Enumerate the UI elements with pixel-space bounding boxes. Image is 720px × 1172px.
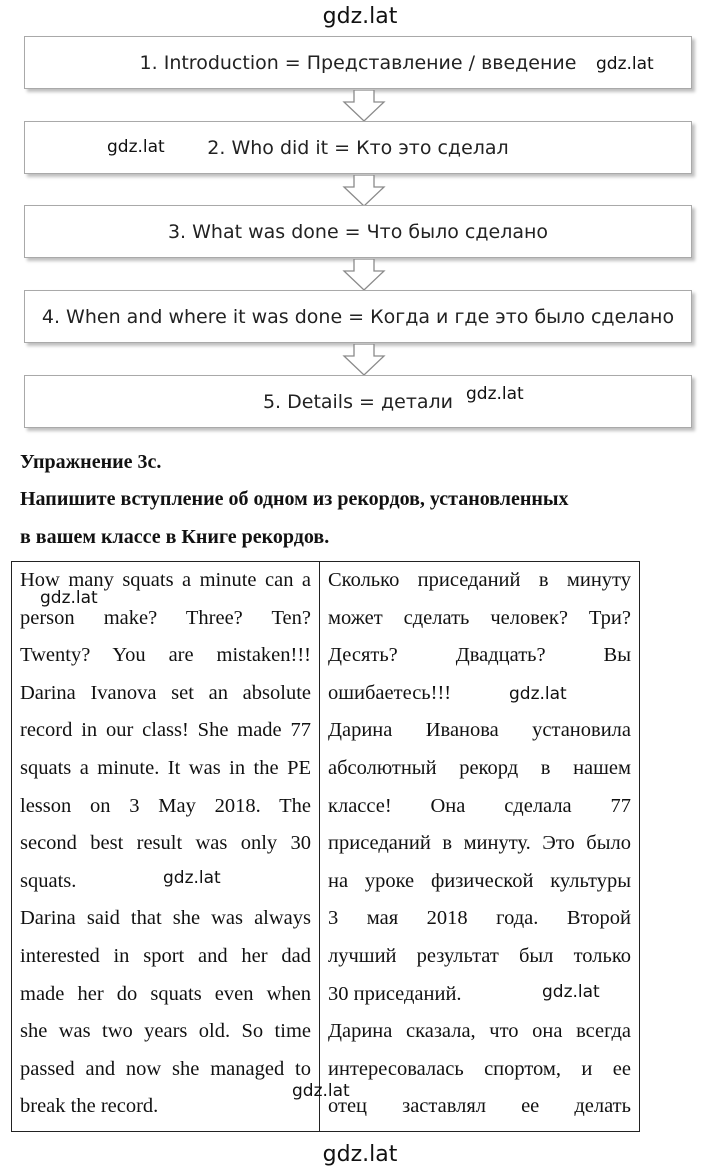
watermark: gdz.lat [596, 54, 654, 74]
russian-line: на уроке физической культуры [328, 869, 631, 892]
english-line: Twenty? You are mistaken!!! [20, 644, 311, 667]
english-line: squats a minute. It was in the PE [20, 756, 311, 779]
english-line: person make? Three? Ten? [20, 606, 311, 629]
watermark: gdz.lat [466, 384, 524, 404]
russian-line: Дарина сказала, что она всегда [328, 1020, 631, 1043]
russian-line: может сделать человек? Три? [328, 606, 631, 629]
step-label: 1. Introduction = Представление / введение [139, 51, 577, 74]
russian-line: Дарина Иванова установила [328, 719, 631, 742]
step-introduction-box [24, 36, 692, 89]
english-line: passed and now she managed to [20, 1057, 311, 1080]
english-line: How many squats a minute can a [20, 569, 311, 591]
watermark: gdz.lat [107, 137, 165, 157]
english-line: made her do squats even when [20, 982, 311, 1005]
russian-line: 30 приседаний. [328, 982, 462, 1005]
watermark-top: gdz.lat [322, 4, 398, 29]
down-arrow-icon [342, 175, 386, 207]
english-line: second best result was only 30 [20, 832, 311, 855]
english-column [12, 562, 320, 1131]
watermark-bottom: gdz.lat [322, 1142, 398, 1167]
watermark: gdz.lat [509, 684, 567, 704]
english-line: squats. [20, 869, 77, 892]
english-line: Darina Ivanova set an absolute [20, 681, 311, 704]
russian-line: абсолютный рекорд в нашем [328, 756, 631, 779]
step-what-box [24, 205, 692, 258]
english-line: Darina said that she was always [20, 907, 311, 930]
answer-table [11, 561, 640, 1132]
down-arrow-icon [342, 90, 386, 122]
english-line: interested in sport and her dad [20, 944, 311, 967]
russian-line: интересовалась спортом, и ее [328, 1057, 631, 1080]
russian-line: классе! Она сделала 77 [328, 794, 631, 817]
step-details-box [24, 375, 692, 428]
down-arrow-icon [342, 344, 386, 376]
english-line: record in our class! She made 77 [20, 719, 311, 742]
exercise-title: Упражнение 3с. [20, 451, 162, 473]
russian-column [320, 562, 639, 1131]
watermark: gdz.lat [163, 868, 221, 888]
russian-line: лучший результат был только [328, 944, 631, 967]
exercise-instruction-line: Напишите вступление об одном из рекордов, установленных [20, 488, 569, 510]
step-label: 3. What was done = Что было сделано [167, 220, 549, 243]
english-line: she was two years old. So time [20, 1020, 311, 1043]
step-label: 2. Who did it = Кто это сделал [207, 136, 509, 159]
watermark: gdz.lat [542, 982, 600, 1002]
russian-line: ошибаетесь!!! [328, 681, 452, 704]
russian-line: 3 мая 2018 года. Второй [328, 907, 631, 930]
exercise-instruction-line: в вашем классе в Книге рекордов. [20, 526, 330, 548]
down-arrow-icon [342, 259, 386, 291]
step-label: 4. When and where it was done = Когда и где это было сделано [41, 305, 675, 328]
watermark: gdz.lat [292, 1081, 350, 1101]
step-when-where-box [24, 290, 692, 343]
english-line: lesson on 3 May 2018. The [20, 794, 311, 817]
english-line: break the record. [20, 1095, 159, 1118]
russian-line: Сколько приседаний в минуту [328, 569, 631, 591]
watermark: gdz.lat [40, 588, 98, 608]
step-label: 5. Details = детали [262, 390, 454, 413]
russian-line: Десять? Двадцать? Вы [328, 644, 631, 667]
russian-line: отец заставлял ее делать [328, 1095, 631, 1118]
russian-line: приседаний в минуту. Это было [328, 832, 631, 855]
